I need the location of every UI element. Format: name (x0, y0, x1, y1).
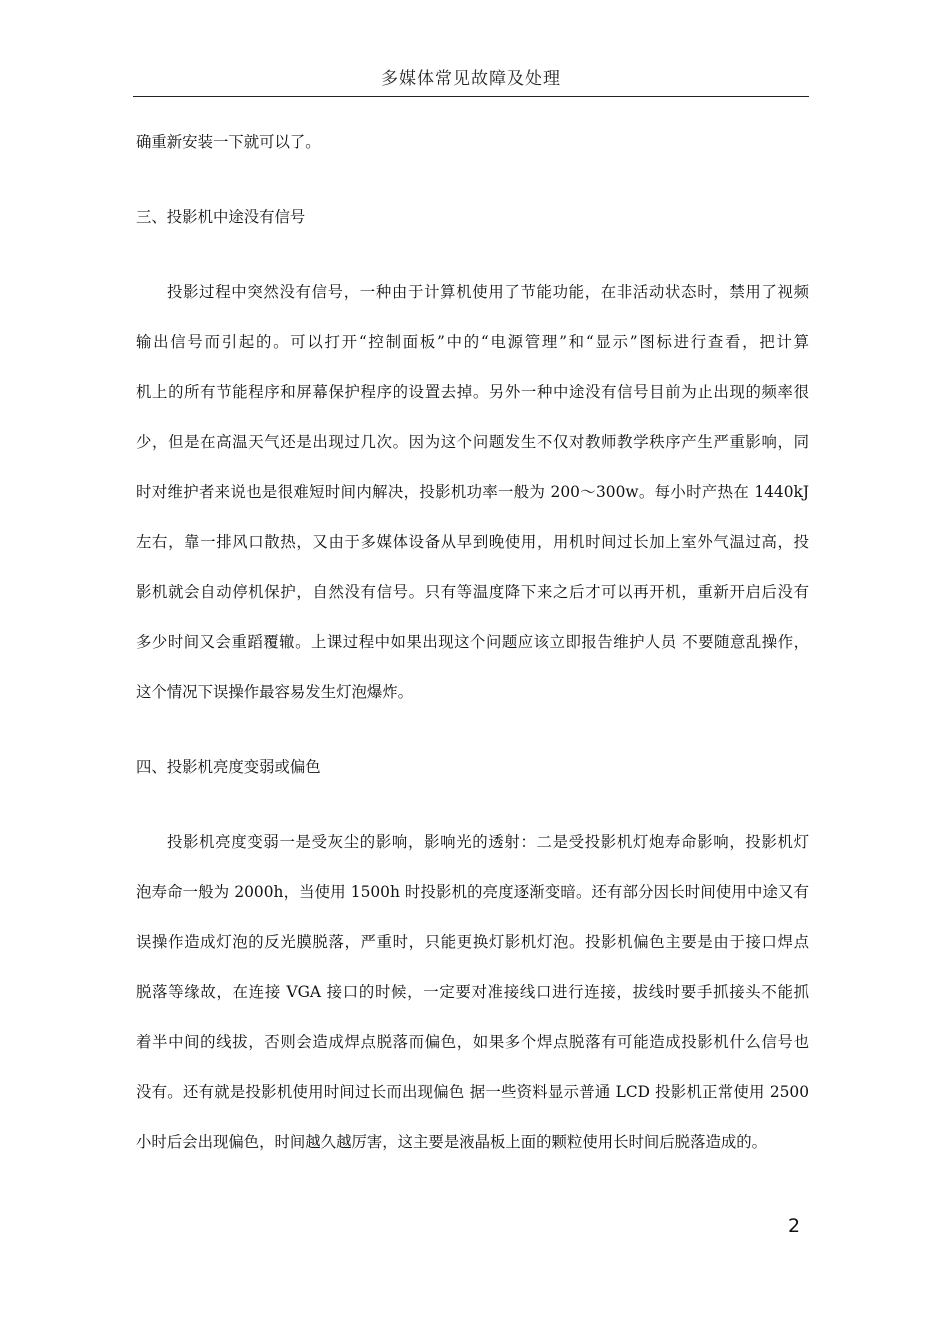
spacer (136, 242, 809, 267)
paragraph-line: 多少时间又会重蹈覆辙。上课过程中如果出现这个问题应该立即报告维护人员 不要随意乱操作， (136, 633, 809, 651)
paragraph-line: 着半中间的线拔，否则会造成焊点脱落而偏色，如果多个焊点脱落有可能造成投影机什么信号也 (136, 1033, 809, 1051)
paragraph-line: 机上的所有节能程序和屏幕保护程序的设置去掉。另外一种中途没有信号目前为止出现的频率很 (136, 383, 809, 401)
section-3-paragraph (136, 267, 809, 717)
document-body (136, 117, 809, 1167)
continuation-line: 确重新安装一下就可以了。 (136, 133, 321, 151)
paragraph-line: 时对维护者来说也是很难短时间内解决，投影机功率一般为 200～300w。每小时产热在 1440kJ (136, 483, 809, 501)
spacer (136, 167, 809, 192)
spacer (136, 717, 809, 742)
paragraph-line: 泡寿命一般为 2000h，当使用 1500h 时投影机的亮度逐渐变暗。还有部分因长时间使用中途又有 (136, 883, 809, 901)
paragraph-line: 误操作造成灯泡的反光膜脱落，严重时，只能更换灯影机灯泡。投影机偏色主要是由于接口焊点 (136, 933, 809, 951)
spacer (136, 792, 809, 817)
paragraph-line: 小时后会出现偏色，时间越久越厉害，这主要是液晶板上面的颗粒使用长时间后脱落造成的。 (136, 1133, 768, 1151)
paragraph-line: 左右，靠一排风口散热，又由于多媒体设备从早到晚使用，用机时间过长加上室外气温过高，投 (136, 533, 809, 551)
page-header (133, 66, 809, 97)
header-title: 多媒体常见故障及处理 (381, 69, 561, 89)
paragraph-line: 输出信号而引起的。可以打开“控制面板”中的“电源管理”和“显示”图标进行查看，把计算 (136, 333, 809, 351)
paragraph-line: 投影过程中突然没有信号，一种由于计算机使用了节能功能，在非活动状态时，禁用了视频 (167, 283, 809, 301)
page-number: 2 (788, 1215, 801, 1237)
paragraph-line: 少，但是在高温天气还是出现过几次。因为这个问题发生不仅对教师教学秩序产生严重影响，同 (136, 433, 809, 451)
paragraph-line: 影机就会自动停机保护，自然没有信号。只有等温度降下来之后才可以再开机，重新开启后没有 (136, 583, 809, 601)
paragraph-line: 脱落等缘故，在连接 VGA 接口的时候，一定要对准接线口进行连接，拔线时要手抓接头不能抓 (136, 983, 809, 1001)
paragraph-line: 没有。还有就是投影机使用时间过长而出现偏色 据一些资料显示普通 LCD 投影机正常使用 2500 (136, 1083, 809, 1101)
section-4-paragraph (136, 817, 809, 1167)
paragraph-line: 投影机亮度变弱一是受灰尘的影响，影响光的透射：二是受投影机灯炮寿命影响，投影机灯 (167, 833, 809, 851)
section-heading-3: 三、投影机中途没有信号 (136, 208, 306, 226)
paragraph-line: 这个情况下误操作最容易发生灯泡爆炸。 (136, 683, 414, 701)
section-heading-4: 四、投影机亮度变弱或偏色 (136, 758, 321, 776)
